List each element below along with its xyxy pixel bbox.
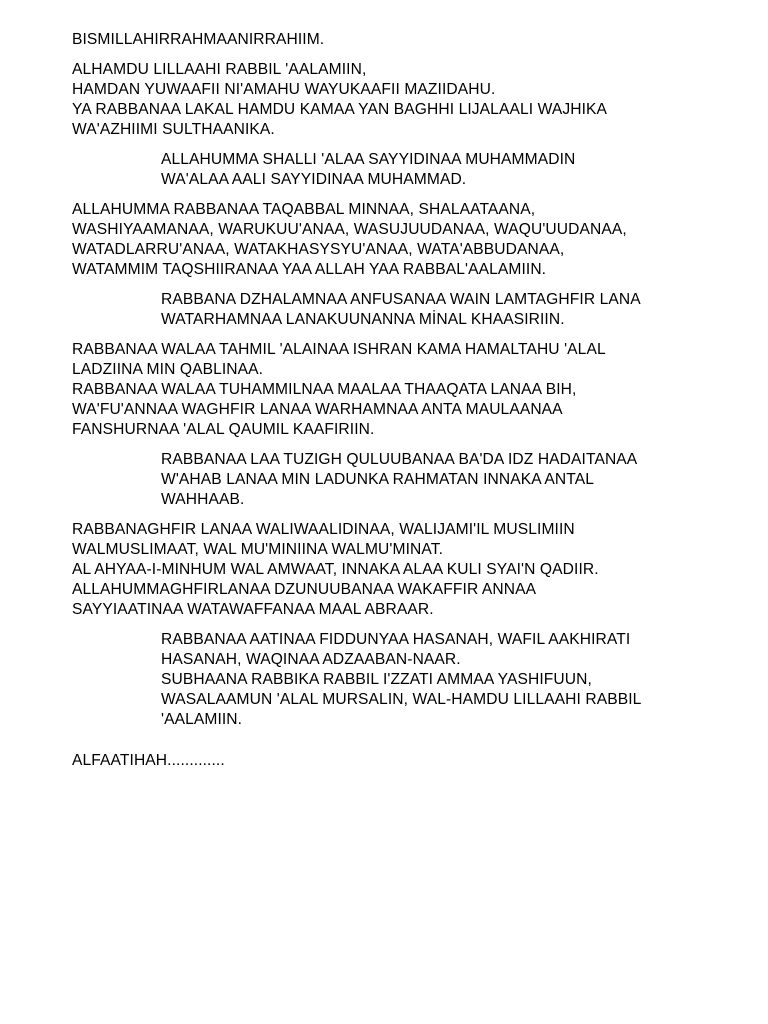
text-line: SUBHAANA RABBIKA RABBIL I'ZZATI AMMAA YASHIFUUN, <box>161 671 592 688</box>
text-line: WATARHAMNAA LANAKUUNANNA MİNAL KHAASIRIIN. <box>161 311 565 328</box>
text-line: WA'ALAA AALI SAYYIDINAA MUHAMMAD. <box>161 171 467 188</box>
text-line: ALFAATIHAH............. <box>72 752 225 769</box>
text-line: HASANAH, WAQINAA ADZAABAN-NAAR. <box>161 651 461 668</box>
text-line: HAMDAN YUWAAFII NI'AMAHU WAYUKAAFII MAZIIDAHU. <box>72 81 496 98</box>
paragraph-shalawat <box>72 150 702 190</box>
paragraph-basmalah <box>72 30 702 50</box>
paragraph-laa-tuzigh <box>72 450 702 510</box>
document-page <box>72 30 702 771</box>
text-line: WASHIYAAMANAA, WARUKUU'ANAA, WASUJUUDANAA, WAQU'UUDANAA, <box>72 221 627 238</box>
text-line: W'AHAB LANAA MIN LADUNKA RAHMATAN INNAKA ANTAL <box>161 471 595 488</box>
paragraph-taqabbal <box>72 200 702 280</box>
paragraph-maghfirah <box>72 520 702 620</box>
text-line: WATADLARRU'ANAA, WATAKHASYSYU'ANAA, WATA'ABBUDANAA, <box>72 241 565 258</box>
paragraph-dzhalamnaa <box>72 290 702 330</box>
text-line: FANSHURNAA 'ALAL QAUMIL KAAFIRIIN. <box>72 421 375 438</box>
text-line: WATAMMIM TAQSHIIRANAA YAA ALLAH YAA RABBAL'AALAMIIN. <box>72 261 547 278</box>
text-line: WA'FU'ANNAA WAGHFIR LANAA WARHAMNAA ANTA MAULAANAA <box>72 401 563 418</box>
text-line: WALMUSLIMAAT, WAL MU'MINIINA WALMU'MINAT. <box>72 541 444 558</box>
text-line: ALLAHUMMA SHALLI 'ALAA SAYYIDINAA MUHAMMADIN <box>161 151 576 168</box>
text-line: RABBANAGHFIR LANAA WALIWAALIDINAA, WALIJAMI'IL MUSLIMIIN <box>72 521 575 538</box>
text-line: RABBANA DZHALAMNAA ANFUSANAA WAIN LAMTAGHFIR LANA <box>161 291 641 308</box>
paragraph-closing-prayer <box>72 630 702 730</box>
text-line: RABBANAA AATINAA FIDDUNYAA HASANAH, WAFIL AAKHIRATI <box>161 631 631 648</box>
text-line: YA RABBANAA LAKAL HAMDU KAMAA YAN BAGHHI LIJALAALI WAJHIKA <box>72 101 608 118</box>
text-line: AL AHYAA-I-MINHUM WAL AMWAAT, INNAKA ALAA KULI SYAI'N QADIIR. <box>72 561 599 578</box>
paragraph-hamdalah <box>72 60 702 140</box>
text-line: WASALAAMUN 'ALAL MURSALIN, WAL-HAMDU LILLAAHI RABBIL <box>161 691 642 708</box>
text-line: WA'AZHIIMI SULTHAANIKA. <box>72 121 275 138</box>
text-line: LADZIINA MIN QABLINAA. <box>72 361 264 378</box>
text-line: ALHAMDU LILLAAHI RABBIL 'AALAMIIN, <box>72 61 367 78</box>
text-line: WAHHAAB. <box>161 491 245 508</box>
text-line: SAYYIAATINAA WATAWAFFANAA MAAL ABRAAR. <box>72 601 434 618</box>
text-line: RABBANAA WALAA TAHMIL 'ALAINAA ISHRAN KAMA HAMALTAHU 'ALAL <box>72 341 606 358</box>
text-line: RABBANAA WALAA TUHAMMILNAA MAALAA THAAQATA LANAA BIH, <box>72 381 577 398</box>
text-line: BISMILLAHIRRAHMAANIRRAHIIM. <box>72 31 325 48</box>
text-line: 'AALAMIIN. <box>161 711 243 728</box>
text-line: ALLAHUMMA RABBANAA TAQABBAL MINNAA, SHALAATAANA, <box>72 201 536 218</box>
paragraph-alfaatihah <box>72 751 702 771</box>
paragraph-walaa-tahmil <box>72 340 702 440</box>
text-line: ALLAHUMMAGHFIRLANAA DZUNUUBANAA WAKAFFIR ANNAA <box>72 581 537 598</box>
text-line: RABBANAA LAA TUZIGH QULUUBANAA BA'DA IDZ HADAITANAA <box>161 451 638 468</box>
